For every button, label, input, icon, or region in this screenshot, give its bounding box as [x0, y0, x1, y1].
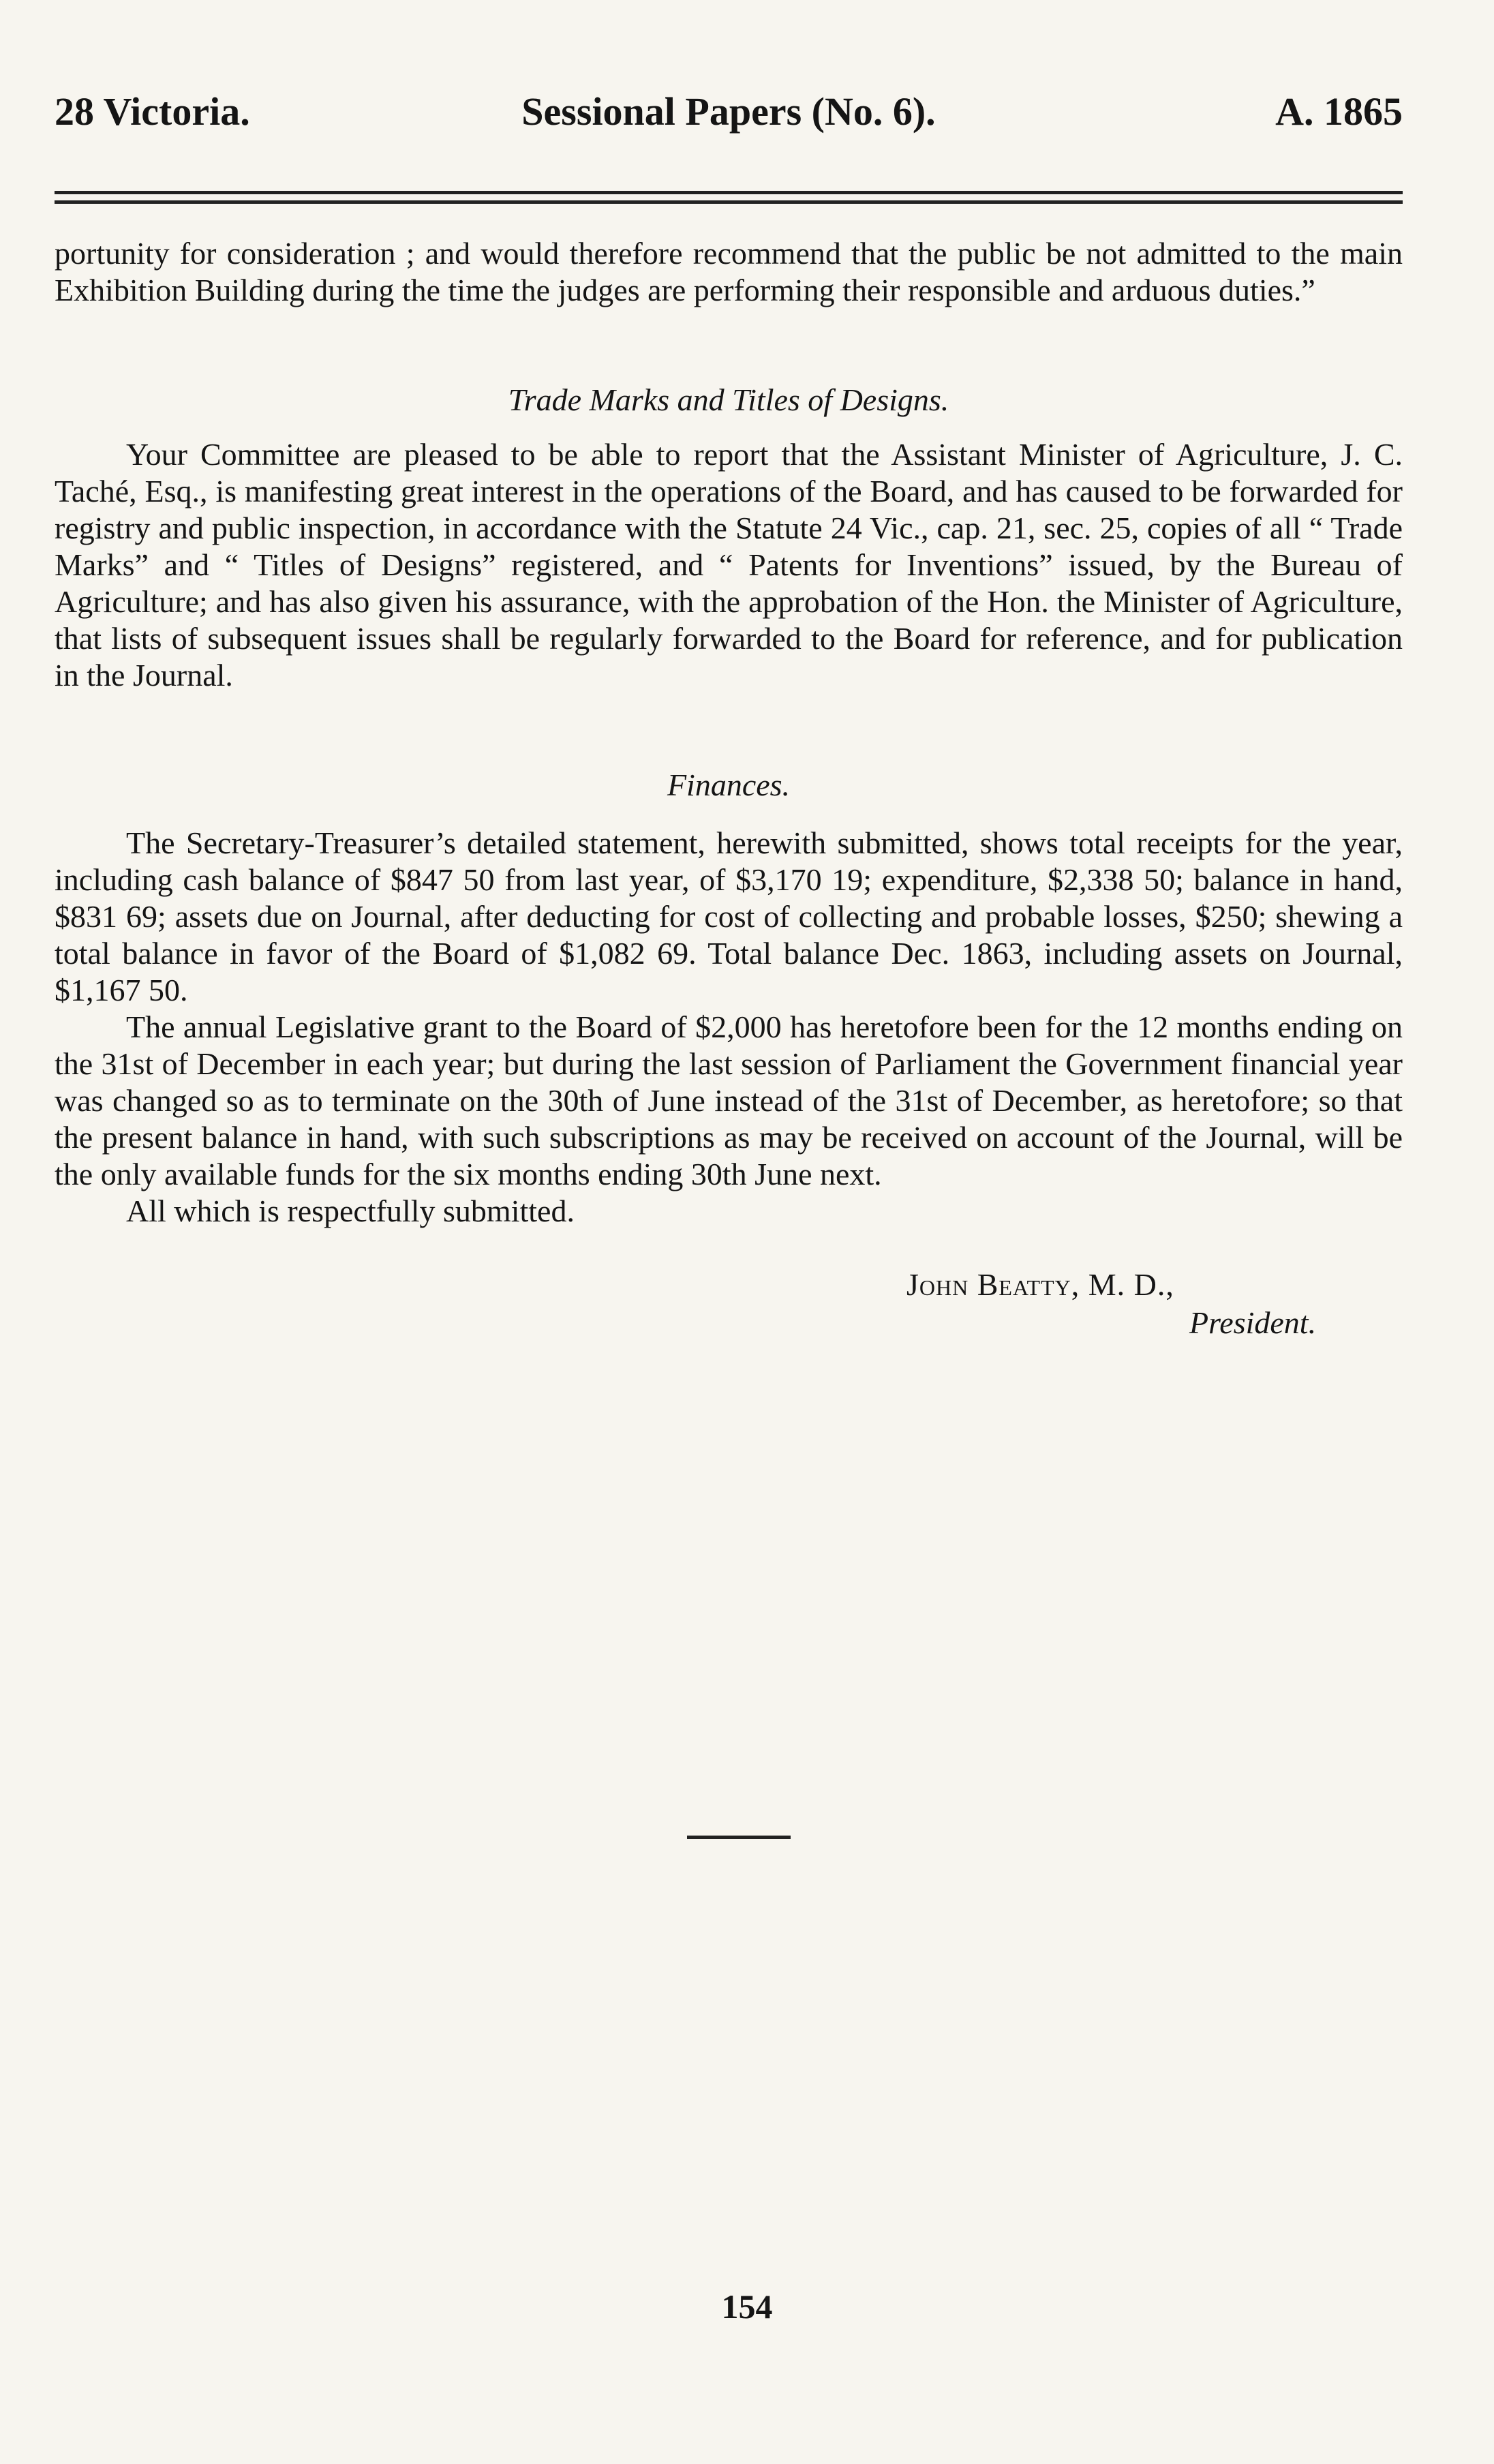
header-year: A. 1865 [1275, 89, 1403, 134]
opening-text: portunity for consideration ; and would therefore recommend that the public be not admitted to the main Exhibition Building during the time the judges are performing their responsible and arduous duties.” [55, 236, 1403, 307]
header-session: 28 Victoria. [55, 89, 250, 134]
signature-title: President. [1189, 1305, 1317, 1340]
section-end-rule [687, 1836, 791, 1839]
finances-text-2: The annual Legislative grant to the Board of $2,000 has heretofore been for the 12 months ending on the 31st of December in each year; but during the last session of Parliament the Government financial year was changed so as to terminate on the 30th of June instead of the 31st of December, as heretofore; so that the present balance in hand, with such subscriptions as may be received on account of the Journal, will be the only available funds for the six months ending 30th June next. [55, 1009, 1403, 1191]
page-number: 154 [721, 2287, 773, 2326]
signature-name: John Beatty, M. D., [906, 1267, 1174, 1302]
trade-marks-heading: Trade Marks and Titles of Designs. [508, 382, 949, 417]
rule-line-bottom [55, 200, 1403, 204]
header-double-rule [55, 191, 1403, 207]
trade-marks-text: Your Committee are pleased to be able to report that the Assistant Minister of Agriculture, J. C. Taché, Esq., is manifesting great interest in the operations of the Board, and has caused to be forwarded for registry and public inspection, in accordance with the Statute 24 Vic., cap. 21, sec. 25, copies of all “ Trade Marks” and “ Titles of Designs” registered, and “ Patents for Inventions” issued, by the Bureau of Agriculture; and has also given his assurance, with the approbation of the Hon. the Minister of Agriculture, that lists of subsequent issues shall be regularly forwarded to the Board for reference, and for publication in the Journal. [55, 437, 1403, 693]
finances-heading: Finances. [667, 767, 791, 802]
header-title: Sessional Papers (No. 6). [521, 89, 936, 134]
page-header [55, 89, 1403, 150]
finances-section [55, 825, 1403, 1230]
rule-line-top [55, 191, 1403, 194]
trade-marks-paragraph [55, 436, 1403, 694]
opening-paragraph [55, 235, 1403, 309]
finances-text-1: The Secretary-Treasurer’s detailed statement, herewith submitted, shows total receipts for the year, including cash balance of $847 50 from last year, of $3,170 19; expenditure, $2,338 50; balance in hand, $831 69; assets due on Journal, after deducting for cost of collecting and probable losses, $250; shewing a total balance in favor of the Board of $1,082 69. Total balance Dec. 1863, including assets on Journal, $1,167 50. [55, 825, 1403, 1007]
closing-text: All which is respectfully submitted. [126, 1193, 575, 1228]
